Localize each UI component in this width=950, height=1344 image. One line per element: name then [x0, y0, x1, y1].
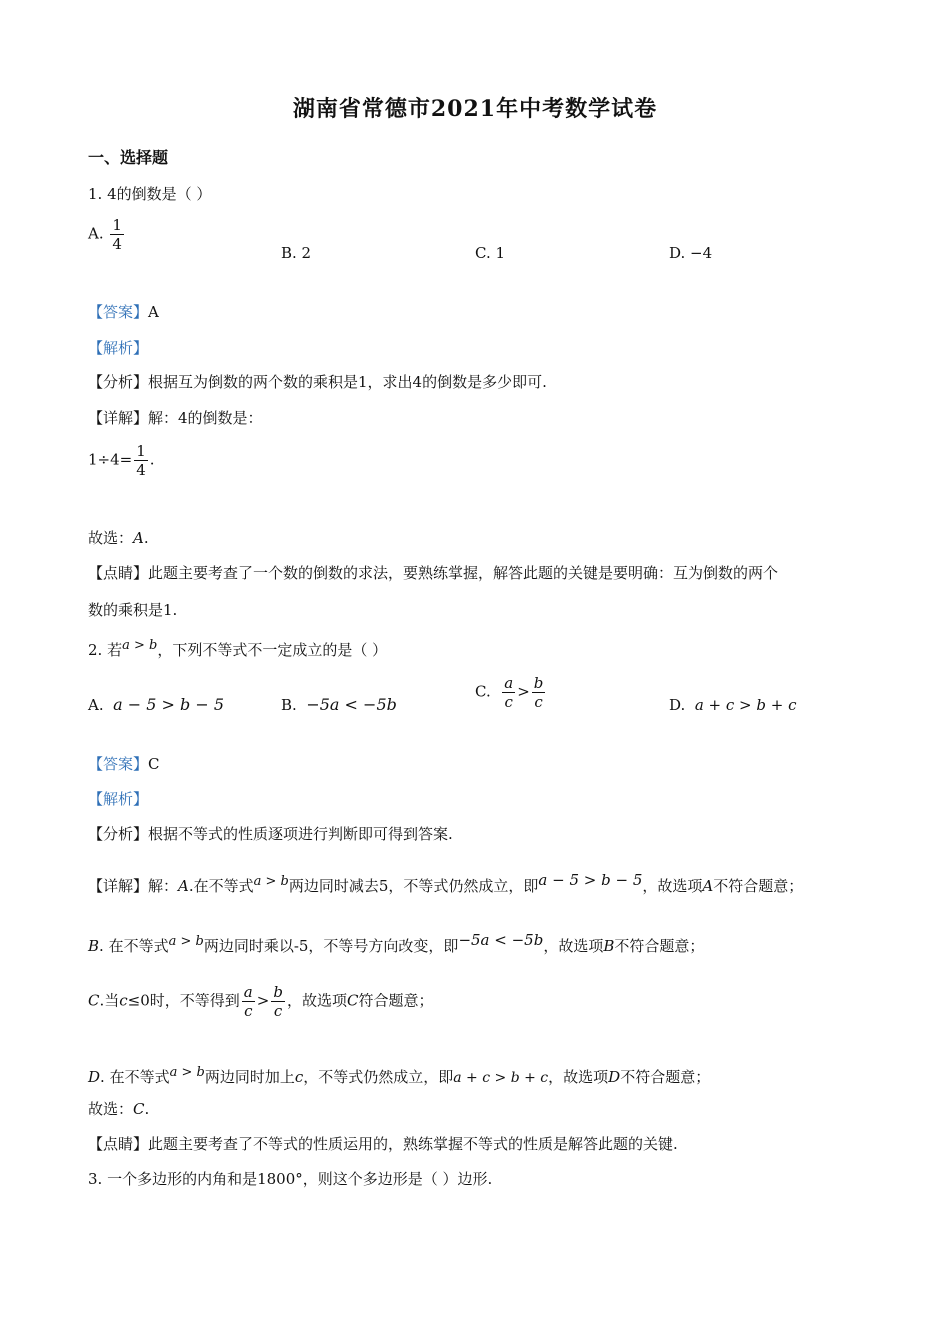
fraction	[242, 983, 255, 1020]
q2-xiangjie-c	[88, 983, 433, 1020]
text: 【详解】解：	[88, 877, 179, 895]
text: . 在不等式	[100, 1068, 170, 1086]
text: ，故选项	[286, 991, 347, 1010]
q2-option-a-label: A.	[88, 696, 104, 714]
q2-option-d-label: D.	[669, 696, 686, 714]
choice-end: .	[143, 529, 149, 547]
text: . 在不等式	[99, 937, 169, 955]
q2-option-d-expr: a + c > b + c	[694, 696, 797, 714]
calc-end: .	[149, 450, 155, 469]
text: 不符合题意；	[614, 937, 705, 955]
calc-fraction	[134, 442, 148, 479]
q2-stem	[88, 636, 387, 660]
operator: >	[256, 991, 270, 1010]
choice-label: 故选：	[88, 529, 134, 547]
answer-value: A	[148, 303, 159, 321]
q2-option-d	[669, 695, 796, 715]
q1-choice	[88, 528, 149, 548]
fraction-denominator: c	[532, 692, 546, 711]
q1-stem: 1. 4的倒数是（ ）	[88, 185, 212, 203]
fraction-numerator: a	[243, 983, 253, 1001]
answer-tag: 【答案】	[88, 303, 149, 321]
fraction-denominator: c	[271, 1001, 285, 1020]
q1-calculation	[88, 442, 155, 479]
q2-stem-pre: 2. 若	[88, 641, 123, 659]
q2-stem-post: ，下列不等式不一定成立的是（ ）	[157, 641, 388, 659]
text: .在不等式	[188, 877, 254, 895]
page-title: 湖南省常德市2021年中考数学试卷	[292, 96, 658, 122]
q2-xiangjie-d	[88, 1063, 710, 1088]
q2-option-b-label: B.	[281, 696, 297, 714]
fraction	[271, 983, 285, 1020]
text: ，故选项	[548, 1068, 609, 1086]
inequality: −5a < −5b	[458, 931, 544, 949]
q1-dianjing-line2: 数的乘积是1.	[88, 601, 178, 619]
inequality: a > b	[168, 934, 204, 949]
choice-end: .	[144, 1100, 150, 1118]
q2-option-c-label: C.	[475, 682, 491, 701]
q1-option-d-value: −4	[690, 244, 713, 262]
option-letter: A	[702, 877, 714, 895]
q2-option-a	[88, 695, 224, 715]
q2-answer	[88, 754, 160, 774]
inequality: a + c > b + c	[453, 1070, 549, 1086]
option-letter: B	[603, 937, 615, 955]
q2-fenxi: 【分析】根据不等式的性质逐项进行判断即可得到答案.	[88, 825, 453, 843]
option-letter: C	[88, 991, 100, 1010]
text: ，故选项	[543, 937, 604, 955]
text: ，故选项	[642, 877, 703, 895]
fraction-numerator: 1	[112, 216, 122, 234]
fraction-denominator: c	[502, 692, 515, 711]
choice-value: C	[133, 1100, 145, 1118]
answer-value: C	[148, 755, 160, 773]
q1-fenxi: 【分析】根据互为倒数的两个数的乘积是1，求出4的倒数是多少即可.	[88, 373, 547, 391]
q2-option-c-fraction-right	[532, 674, 546, 711]
q1-xiangjie: 【详解】解：4的倒数是：	[88, 409, 263, 427]
q2-xiangjie-a	[88, 870, 803, 896]
option-letter: D	[608, 1068, 621, 1086]
fraction-numerator: b	[273, 983, 283, 1001]
q2-option-b-expr: −5a < −5b	[306, 695, 397, 714]
q1-option-a-label: A.	[88, 224, 104, 243]
q2-stem-condition: a > b	[122, 638, 158, 653]
option-letter: A	[178, 877, 189, 895]
q1-option-d	[669, 243, 712, 263]
fraction-denominator: c	[242, 1001, 255, 1020]
text: 两边同时乘以-5，不等号方向改变，即	[203, 937, 459, 955]
option-letter: D	[88, 1068, 101, 1086]
q2-option-c-fraction-left	[502, 674, 515, 711]
q2-option-c	[475, 674, 547, 711]
fraction-denominator: 4	[112, 235, 122, 253]
section-heading: 一、选择题	[88, 148, 169, 167]
fraction-numerator: 1	[136, 442, 146, 460]
choice-label: 故选：	[88, 1100, 134, 1118]
choice-value: A	[133, 529, 144, 547]
inequality: a − 5 > b − 5	[538, 871, 643, 889]
fraction-numerator: a	[504, 674, 514, 692]
text: 不符合题意；	[620, 1068, 711, 1086]
text: ，不等式仍然成立，即	[303, 1068, 454, 1086]
inequality: a > b	[253, 874, 289, 889]
answer-tag: 【答案】	[88, 755, 149, 773]
q2-xiangjie-b	[88, 930, 704, 956]
fraction-numerator: b	[533, 674, 544, 692]
q1-answer	[88, 302, 159, 322]
q1-dianjing-line1: 【点睛】此题主要考查了一个数的倒数的求法，要熟练掌握，解答此题的关键是要明确：互为倒数的两个	[88, 564, 779, 582]
q1-option-d-label: D.	[669, 244, 686, 262]
q2-choice	[88, 1099, 149, 1119]
q3-stem: 3. 一个多边形的内角和是1800°，则这个多边形是（ ）边形.	[88, 1170, 493, 1188]
text: .当	[99, 991, 120, 1010]
text: 两边同时减去5，不等式仍然成立，即	[288, 877, 539, 895]
calc-left: 1÷4=	[88, 450, 133, 469]
fraction-denominator: 4	[136, 461, 146, 479]
q1-option-a	[88, 216, 126, 253]
text: 符合题意；	[358, 991, 434, 1010]
text: ≤0时，不等得到	[127, 991, 240, 1010]
q1-option-b: B. 2	[281, 244, 312, 262]
text: 两边同时加上	[204, 1068, 295, 1086]
q2-dianjing: 【点睛】此题主要考查了不等式的性质运用的，熟练掌握不等式的性质是解答此题的关键.	[88, 1135, 678, 1153]
q2-option-b	[281, 695, 397, 715]
q1-option-a-fraction	[110, 216, 124, 253]
q2-option-a-expr: a − 5 > b − 5	[113, 695, 225, 714]
q2-option-c-operator: >	[517, 682, 530, 701]
q2-analysis-tag: 【解析】	[88, 790, 149, 808]
variable: c	[119, 991, 128, 1010]
q1-option-c: C. 1	[475, 244, 506, 262]
q1-analysis-tag: 【解析】	[88, 339, 149, 357]
variable: c	[294, 1068, 304, 1086]
inequality: a > b	[169, 1065, 205, 1080]
text: 不符合题意；	[713, 877, 804, 895]
option-letter: B	[88, 937, 100, 955]
option-letter: C	[346, 991, 359, 1010]
